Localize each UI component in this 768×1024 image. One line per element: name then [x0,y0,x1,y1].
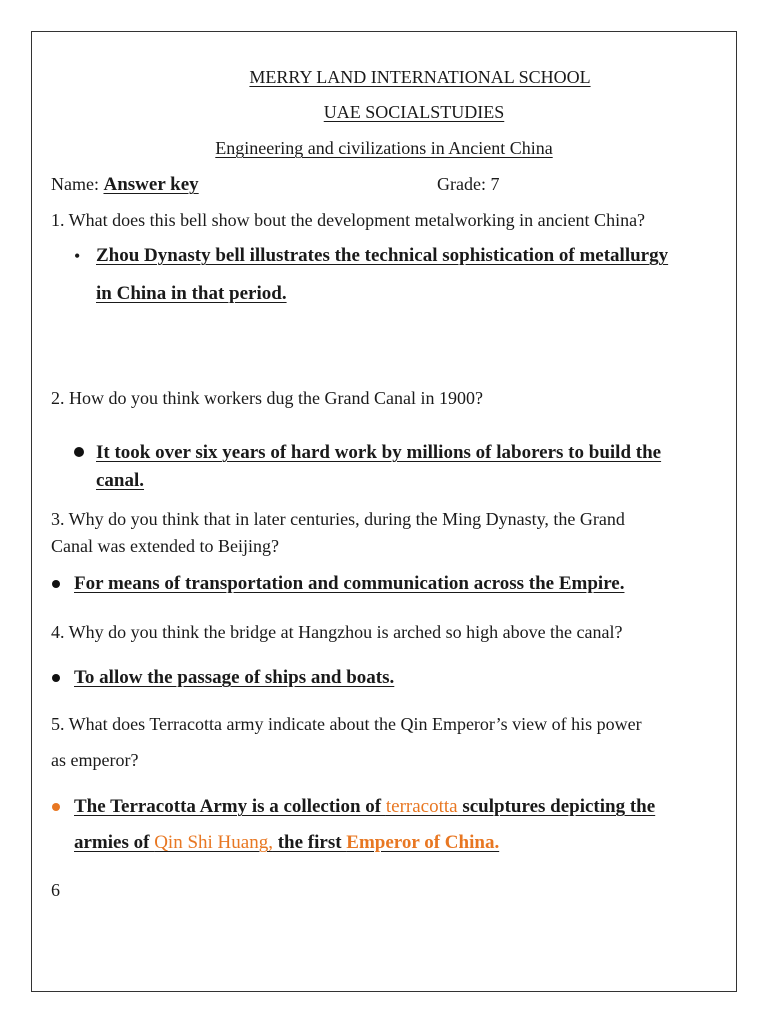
bullet-4 [52,674,60,682]
answer-1-line-2: in China in that period. [96,283,287,304]
answer-5-line-1 [74,796,655,818]
answer-3: For means of transportation and communication across the Empire. [74,573,625,594]
bullet-2 [74,447,84,457]
answer-2-line-1: It took over six years of hard work by millions of laborers to build the [96,442,662,463]
school-title: MERRY LAND INTERNATIONAL SCHOOL [249,67,591,87]
answer-5-line-2 [74,832,499,854]
name-row [51,173,199,196]
answer-5-text-d: the first [272,832,347,853]
bullet-3 [52,580,60,588]
answer-2-line-2: canal. [96,470,145,491]
question-5-line-2: as emperor? [51,750,139,770]
question-1: 1. What does this bell show bout the development metalworking in ancient China? [51,210,646,230]
emperor-of-china-link[interactable]: Emperor of China. [346,832,500,853]
name-label: Name: [51,174,99,194]
question-3-line-2: Canal was extended to Beijing? [51,536,279,556]
bullet-5 [52,803,60,811]
qin-shi-huang-link[interactable]: Qin Shi Huang, [154,832,273,853]
answer-5-text-b: sculptures depicting the [457,796,656,817]
question-4: 4. Why do you think the bridge at Hangzhou is arched so high above the canal? [51,622,623,642]
item-number-6: 6 [51,880,60,900]
answer-1-line-1: Zhou Dynasty bell illustrates the technical sophistication of metallurgy [96,245,669,266]
grade-label: Grade: 7 [437,174,500,194]
answer-5-text-a: The Terracotta Army is a collection of [74,796,386,817]
subject-title: UAE SOCIALSTUDIES [323,102,505,122]
terracotta-link[interactable]: terracotta [385,796,458,817]
bullet-1: • [74,246,81,266]
question-5-line-1: 5. What does Terracotta army indicate about the Qin Emperor’s view of his power [51,714,642,734]
answer-4: To allow the passage of ships and boats. [74,667,395,688]
question-3-line-1: 3. Why do you think that in later centuries, during the Ming Dynasty, the Grand [51,509,625,529]
question-2: 2. How do you think workers dug the Grand Canal in 1900? [51,388,483,408]
name-value: Answer key [103,174,199,195]
answer-5-text-c: armies of [74,832,155,853]
topic-title: Engineering and civilizations in Ancient China [215,138,553,158]
